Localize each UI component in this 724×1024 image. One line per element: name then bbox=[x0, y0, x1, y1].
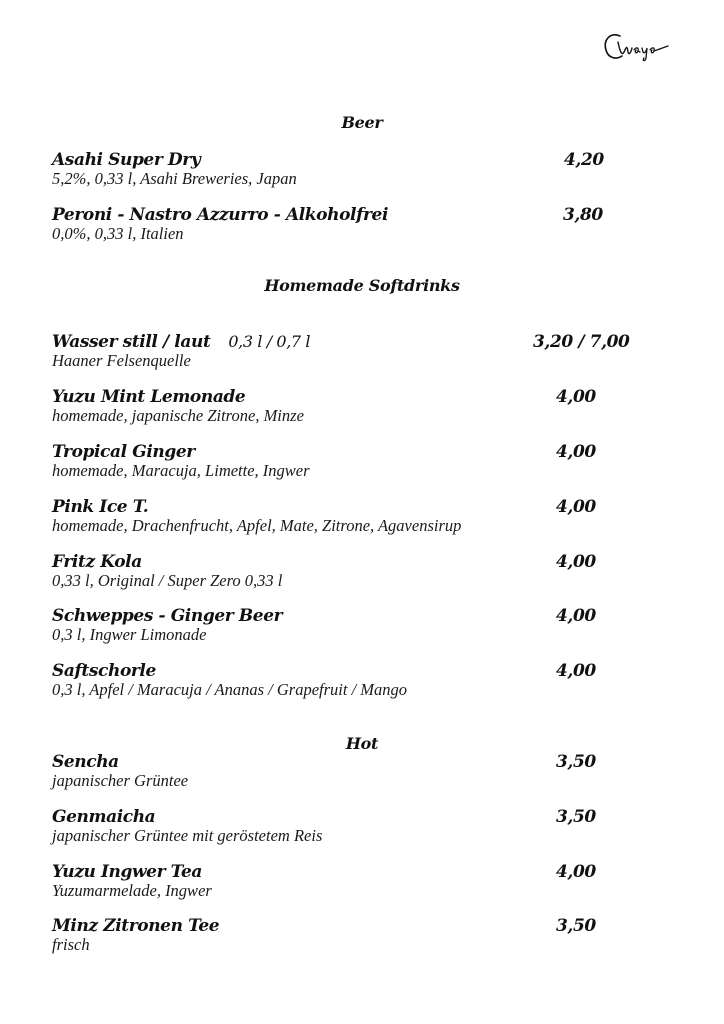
item-description: 0,33 l, Original / Super Zero 0,33 l bbox=[52, 571, 283, 590]
item-name: Asahi Super Dry bbox=[52, 150, 201, 170]
menu-item bbox=[52, 497, 652, 535]
item-price: 3,50 bbox=[556, 752, 596, 772]
item-price: 3,50 bbox=[556, 916, 596, 936]
item-description: Yuzumarmelade, Ingwer bbox=[52, 881, 212, 900]
item-price: 4,00 bbox=[556, 552, 596, 572]
item-price: 4,00 bbox=[556, 661, 596, 681]
item-name: Tropical Ginger bbox=[52, 442, 195, 462]
item-description: 5,2%, 0,33 l, Asahi Breweries, Japan bbox=[52, 169, 297, 188]
menu-item bbox=[52, 752, 652, 790]
waya-logo bbox=[600, 30, 672, 64]
item-name: Genmaicha bbox=[52, 807, 156, 827]
item-description: homemade, japanische Zitrone, Minze bbox=[52, 406, 304, 425]
item-name: Saftschorle bbox=[52, 661, 156, 681]
item-description: 0,3 l, Apfel / Maracuja / Ananas / Grapefruit / Mango bbox=[52, 680, 408, 699]
menu-item bbox=[52, 442, 652, 480]
menu-item bbox=[52, 862, 652, 900]
item-description: japanischer Grüntee mit geröstetem Reis bbox=[52, 826, 323, 845]
menu-item bbox=[52, 807, 652, 845]
item-name: Yuzu Mint Lemonade bbox=[52, 387, 246, 407]
item-size: 0,3 l / 0,7 l bbox=[228, 332, 311, 351]
menu-item bbox=[52, 661, 652, 699]
item-name: Yuzu Ingwer Tea bbox=[52, 862, 203, 882]
item-name: Fritz Kola bbox=[52, 552, 142, 572]
menu-item bbox=[52, 332, 652, 370]
item-price: 4,00 bbox=[556, 606, 596, 626]
item-description: 0,0%, 0,33 l, Italien bbox=[52, 224, 184, 243]
item-name: Sencha bbox=[52, 752, 119, 772]
item-name: Peroni - Nastro Azzurro - Alkoholfrei bbox=[52, 205, 389, 225]
item-description: homemade, Maracuja, Limette, Ingwer bbox=[52, 461, 310, 480]
item-name: Schweppes - Ginger Beer bbox=[52, 606, 283, 626]
menu-item bbox=[52, 150, 652, 188]
item-price: 4,20 bbox=[564, 150, 604, 170]
menu-item bbox=[52, 916, 652, 954]
item-description: 0,3 l, Ingwer Limonade bbox=[52, 625, 207, 644]
item-price: 3,80 bbox=[563, 205, 603, 225]
item-description: homemade, Drachenfrucht, Apfel, Mate, Zitrone, Agavensirup bbox=[52, 516, 462, 535]
menu-item bbox=[52, 205, 652, 243]
menu-item bbox=[52, 387, 652, 425]
section-title-softdrinks: Homemade Softdrinks bbox=[264, 276, 460, 295]
menu-item bbox=[52, 552, 652, 590]
item-price: 4,00 bbox=[556, 442, 596, 462]
item-name: Pink Ice T. bbox=[52, 497, 149, 517]
item-description: japanischer Grüntee bbox=[52, 771, 189, 790]
section-title-hot: Hot bbox=[345, 734, 379, 753]
item-price: 4,00 bbox=[556, 387, 596, 407]
item-price: 3,20 / 7,00 bbox=[533, 332, 630, 352]
item-price: 4,00 bbox=[556, 862, 596, 882]
item-description: Haaner Felsenquelle bbox=[52, 351, 191, 370]
section-title-beer: Beer bbox=[341, 113, 383, 132]
item-price: 4,00 bbox=[556, 497, 596, 517]
item-name: Wasser still / laut bbox=[52, 332, 211, 352]
item-description: frisch bbox=[52, 935, 90, 954]
menu-item bbox=[52, 606, 652, 644]
item-name: Minz Zitronen Tee bbox=[52, 916, 220, 936]
item-price: 3,50 bbox=[556, 807, 596, 827]
